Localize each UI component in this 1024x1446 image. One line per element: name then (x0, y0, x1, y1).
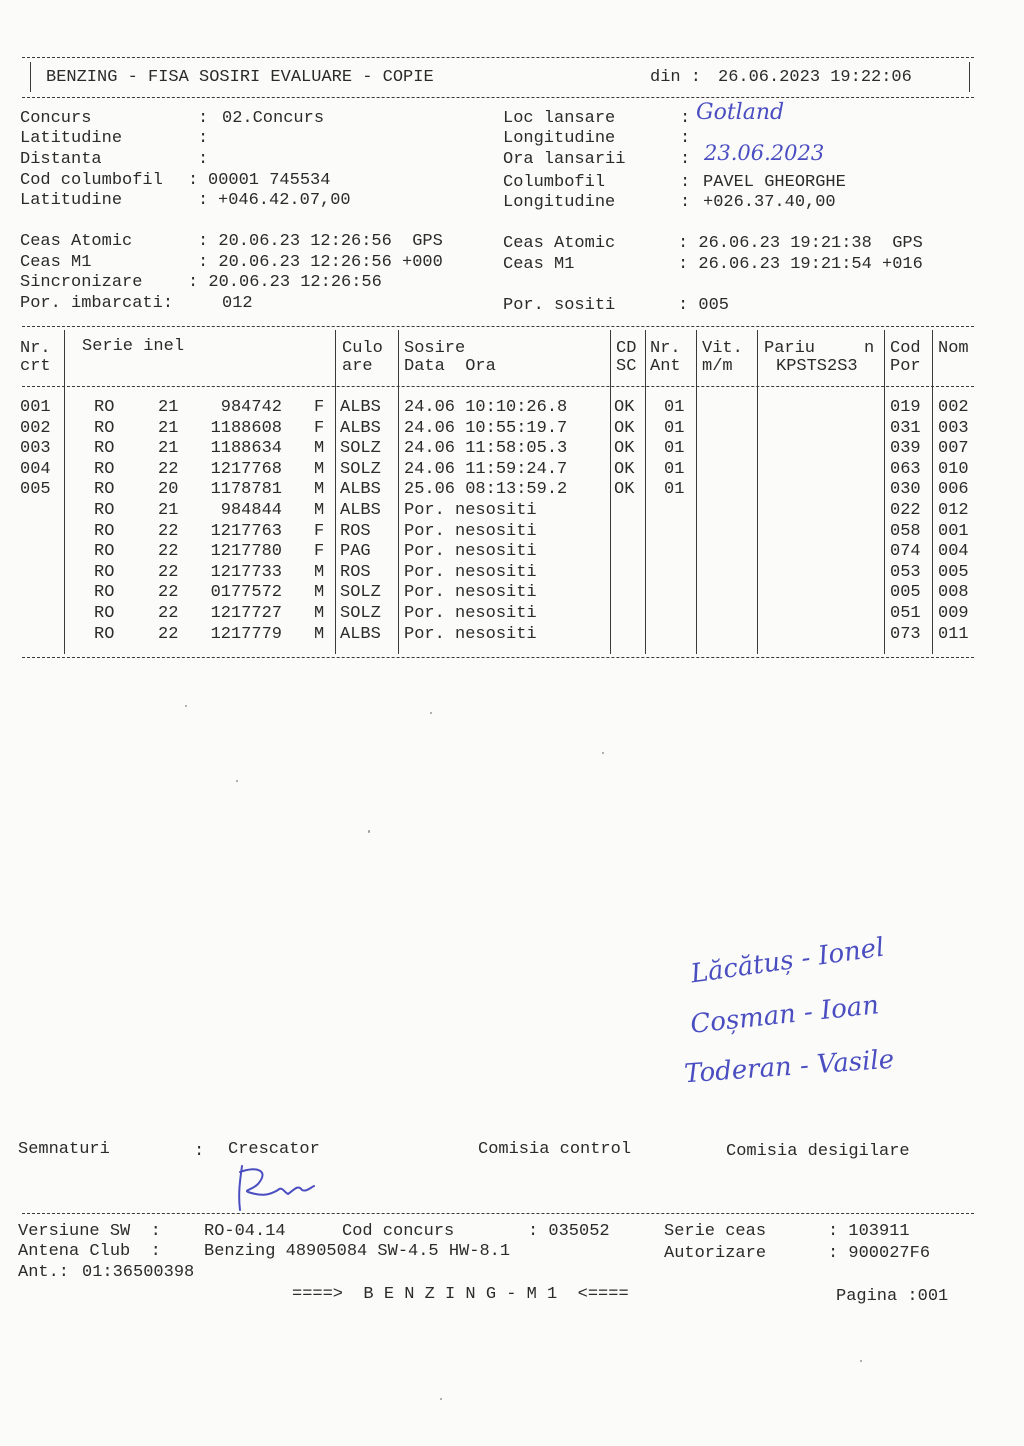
cell-an: 22 (158, 459, 179, 479)
cell-sex: M (314, 624, 325, 644)
clock-label: Por. sositi (503, 296, 616, 315)
cell-sosire: Por. nesositi (404, 604, 537, 623)
cell-tara: RO (94, 521, 115, 541)
cell-nom: 011 (938, 624, 969, 644)
header-crt: crt (20, 357, 51, 376)
header-left-bar (30, 62, 31, 92)
cell-inel: 1188634 (210, 439, 282, 459)
info-sep: : (680, 193, 691, 212)
info-sep: : (680, 150, 691, 169)
clock-label: Ceas M1 (20, 253, 92, 272)
table-row (0, 419, 1024, 440)
cell-cod: 030 (890, 480, 921, 500)
cell-culoare: ALBS (340, 480, 381, 500)
ant-value: 01:36500398 (82, 1263, 195, 1282)
antena-value: Benzing 48905084 SW-4.5 HW-8.1 (204, 1242, 511, 1261)
cell-an: 22 (158, 583, 179, 603)
info-label: Ora lansarii (503, 150, 626, 169)
handwritten-name: Coșman - Ioan (688, 990, 881, 1040)
cell-tara: RO (94, 459, 115, 479)
info-label: Loc lansare (503, 109, 616, 128)
cell-culoare: ALBS (340, 501, 381, 520)
cell-an: 21 (158, 418, 179, 438)
cell-sex: F (314, 398, 325, 417)
table-row (0, 583, 1024, 604)
header-data-ora: Data Ora (404, 357, 496, 376)
cell-nr: 005 (20, 480, 51, 500)
date-label: din : (650, 68, 702, 87)
cell-an: 21 (158, 439, 179, 459)
table-row (0, 542, 1024, 563)
serie-ceas-value: : 103911 (828, 1222, 910, 1241)
cell-cod: 022 (890, 501, 921, 520)
scan-speck (860, 1360, 862, 1362)
table-row (0, 604, 1024, 625)
info-value: +026.37.40,00 (703, 193, 836, 212)
document-title: BENZING - FISA SOSIRI EVALUARE - COPIE (46, 68, 434, 87)
cell-nr: 002 (20, 418, 51, 438)
ant-label: Ant.: (18, 1263, 70, 1282)
cell-ant: 01 (664, 418, 685, 438)
cell-inel: 0177572 (210, 583, 282, 603)
cell-sosire: Por. nesositi (404, 562, 537, 582)
cell-cod: 051 (890, 604, 921, 623)
cell-nom: 007 (938, 439, 969, 459)
clock-value: : 20.06.23 12:26:56 (188, 273, 382, 292)
header-por: Por (890, 357, 921, 376)
handwritten-loc-lansare: Gotland (696, 100, 785, 125)
table-row (0, 480, 1024, 501)
cell-sex: F (314, 542, 325, 562)
cell-sex: F (314, 521, 325, 541)
header-cod: Cod (890, 339, 921, 358)
handwritten-ora-lansarii: 23.06.2023 (704, 141, 825, 165)
header-are: are (342, 357, 373, 376)
info-label: Cod columbofil (20, 171, 163, 190)
cell-an: 20 (158, 480, 179, 500)
signature-desigilare-label: Comisia desigilare (726, 1142, 910, 1161)
header-vit: Vit. (702, 339, 743, 358)
cell-nom: 005 (938, 562, 969, 582)
info-sep: : (198, 109, 209, 128)
cell-an: 22 (158, 542, 179, 562)
cell-culoare: SOLZ (340, 583, 381, 603)
header-culoare: Culo (342, 339, 383, 358)
cell-sosire: Por. nesositi (404, 501, 537, 520)
handwritten-name: Toderan - Vasile (683, 1044, 896, 1090)
info-value: 02.Concurs (222, 109, 325, 128)
scan-speck (430, 712, 432, 714)
scan-speck (602, 752, 604, 754)
cell-cod: 073 (890, 624, 921, 644)
scan-speck (368, 830, 370, 833)
info-sep: : (680, 173, 691, 192)
cell-sosire: Por. nesositi (404, 624, 537, 644)
info-sep: : (680, 129, 691, 148)
info-label: Distanta (20, 150, 102, 169)
cell-cdsc: OK (614, 418, 635, 438)
cell-sex: M (314, 583, 325, 603)
cell-sosire: 24.06 11:59:24.7 (404, 459, 568, 479)
cell-nom: 012 (938, 501, 969, 520)
header-n: n (864, 339, 875, 358)
clock-label: Ceas Atomic (20, 232, 133, 251)
cell-culoare: SOLZ (340, 604, 381, 623)
versiune-value: RO-04.14 (204, 1222, 286, 1241)
cell-nom: 008 (938, 583, 969, 603)
cell-sosire: 24.06 10:10:26.8 (404, 398, 568, 417)
cell-ant: 01 (664, 439, 685, 459)
cell-inel: 1217733 (210, 562, 282, 582)
table-row (0, 501, 1024, 522)
header-kpsts: KPSTS2S3 (776, 357, 858, 376)
info-sep: : (198, 129, 209, 148)
signature-crescator-label: Crescator (228, 1140, 320, 1159)
cell-cod: 019 (890, 398, 921, 417)
signatures-label: Semnaturi (18, 1140, 110, 1159)
antena-label: Antena Club : (18, 1242, 161, 1261)
scan-speck (185, 705, 187, 707)
table-bottom-border (22, 657, 974, 658)
cell-sex: F (314, 418, 325, 438)
cell-an: 22 (158, 604, 179, 623)
cell-sosire: 25.06 08:13:59.2 (404, 480, 568, 500)
scan-speck (236, 780, 238, 782)
cell-sex: M (314, 562, 325, 582)
cell-cdsc: OK (614, 398, 635, 417)
cell-cod: 031 (890, 418, 921, 438)
cell-sex: M (314, 604, 325, 623)
cell-sosire: Por. nesositi (404, 542, 537, 562)
header-sc: SC (616, 357, 637, 376)
cell-culoare: PAG (340, 542, 371, 562)
signature-control-label: Comisia control (478, 1140, 632, 1159)
cell-sex: M (314, 501, 325, 520)
header-nom: Nom (938, 339, 969, 358)
info-label: Columbofil (503, 173, 606, 192)
info-label: Latitudine (20, 191, 123, 210)
cell-cod: 063 (890, 459, 921, 479)
table-header-border (22, 386, 974, 387)
signatures-sep: : (194, 1142, 205, 1161)
info-label: Longitudine (503, 193, 616, 212)
cell-inel: 1217763 (210, 521, 282, 541)
autorizare-label: Autorizare (664, 1244, 767, 1263)
cell-nr: 003 (20, 439, 51, 459)
cell-sex: M (314, 459, 325, 479)
info-value: 00001 745534 (208, 171, 331, 190)
cell-cod: 005 (890, 583, 921, 603)
clock-label: Por. imbarcati: (20, 294, 174, 313)
benzing-banner: ====> B E N Z I N G - M 1 <==== (292, 1285, 629, 1304)
cell-tara: RO (94, 439, 115, 459)
cell-culoare: ROS (340, 562, 371, 582)
table-row (0, 460, 1024, 481)
clock-value: 012 (222, 294, 253, 313)
table-row (0, 563, 1024, 584)
footer-top-border (22, 1213, 974, 1214)
clock-value: : 26.06.23 19:21:38 GPS (678, 234, 923, 253)
cell-inel: 1188608 (210, 418, 282, 438)
cell-tara: RO (94, 418, 115, 438)
cell-sex: M (314, 480, 325, 500)
header-bottom-border (22, 97, 974, 98)
table-row (0, 439, 1024, 460)
autorizare-value: : 900027F6 (828, 1244, 931, 1263)
header-sosire: Sosire (404, 339, 466, 358)
table-row (0, 398, 1024, 419)
header-nr-ant: Nr. (650, 339, 681, 358)
cell-tara: RO (94, 624, 115, 644)
info-label: Concurs (20, 109, 92, 128)
info-sep: : (198, 150, 209, 169)
info-value: +046.42.07,00 (218, 191, 351, 210)
info-label: Latitudine (20, 129, 123, 148)
cell-inel: 984742 (220, 398, 282, 417)
date-value: 26.06.2023 19:22:06 (718, 68, 912, 87)
cell-sosire: 24.06 10:55:19.7 (404, 418, 568, 438)
info-sep: : (680, 109, 691, 128)
cell-tara: RO (94, 562, 115, 582)
cell-tara: RO (94, 542, 115, 562)
header-nr: Nr. (20, 339, 51, 358)
table-top-border (22, 326, 974, 327)
cell-culoare: SOLZ (340, 459, 381, 479)
cell-an: 22 (158, 562, 179, 582)
cell-nom: 010 (938, 459, 969, 479)
clock-value: : 005 (678, 296, 730, 315)
header-serie-inel: Serie inel (82, 337, 185, 356)
cell-ant: 01 (664, 398, 685, 417)
cell-cod: 058 (890, 521, 921, 541)
header-right-bar (969, 62, 970, 92)
header-mm: m/m (702, 357, 733, 376)
cell-nom: 004 (938, 542, 969, 562)
cell-culoare: ALBS (340, 398, 381, 417)
cell-sosire: Por. nesositi (404, 583, 537, 603)
cell-tara: RO (94, 501, 115, 520)
cell-nom: 003 (938, 418, 969, 438)
cell-cdsc: OK (614, 439, 635, 459)
cell-an: 22 (158, 624, 179, 644)
cod-concurs-label: Cod concurs (342, 1222, 455, 1241)
cell-culoare: SOLZ (340, 439, 381, 459)
cell-inel: 1217727 (210, 604, 282, 623)
header-pariu: Pariu (764, 339, 816, 358)
clock-value: : 26.06.23 19:21:54 +016 (678, 255, 923, 274)
cell-an: 21 (158, 501, 179, 520)
cell-culoare: ALBS (340, 418, 381, 438)
cell-cod: 053 (890, 562, 921, 582)
clock-value: : 20.06.23 12:26:56 +000 (198, 253, 443, 272)
cell-culoare: ROS (340, 521, 371, 541)
info-sep: : (188, 171, 199, 190)
table-row (0, 522, 1024, 543)
cell-nom: 001 (938, 521, 969, 541)
cell-nom: 006 (938, 480, 969, 500)
cell-culoare: ALBS (340, 624, 381, 644)
header-top-border (22, 57, 974, 58)
crescator-signature (226, 1162, 326, 1216)
cell-cod: 039 (890, 439, 921, 459)
info-value: PAVEL GHEORGHE (703, 173, 846, 192)
cell-inel: 984844 (220, 501, 282, 520)
cell-an: 21 (158, 398, 179, 417)
clock-label: Ceas M1 (503, 255, 575, 274)
cell-tara: RO (94, 398, 115, 417)
serie-ceas-label: Serie ceas (664, 1222, 767, 1241)
header-ant: Ant (650, 357, 681, 376)
clock-value: : 20.06.23 12:26:56 GPS (198, 232, 443, 251)
cell-nom: 002 (938, 398, 969, 417)
cell-cod: 074 (890, 542, 921, 562)
clock-label: Sincronizare (20, 273, 143, 292)
cell-inel: 1217768 (210, 459, 282, 479)
cell-cdsc: OK (614, 480, 635, 500)
cell-tara: RO (94, 480, 115, 500)
cell-tara: RO (94, 604, 115, 623)
cell-inel: 1217780 (210, 542, 282, 562)
cell-tara: RO (94, 583, 115, 603)
cell-inel: 1217779 (210, 624, 282, 644)
cell-sosire: 24.06 11:58:05.3 (404, 439, 568, 459)
clock-label: Ceas Atomic (503, 234, 616, 253)
handwritten-name: Lăcătuș - Ionel (688, 932, 887, 990)
page-number: Pagina :001 (836, 1287, 949, 1306)
versiune-label: Versiune SW : (18, 1222, 161, 1241)
cell-cdsc: OK (614, 459, 635, 479)
cell-sex: M (314, 439, 325, 459)
info-label: Longitudine (503, 129, 616, 148)
cell-ant: 01 (664, 480, 685, 500)
cell-ant: 01 (664, 459, 685, 479)
table-row (0, 625, 1024, 646)
cell-nr: 004 (20, 459, 51, 479)
scan-speck (440, 1398, 442, 1400)
cell-an: 22 (158, 521, 179, 541)
cell-inel: 1178781 (210, 480, 282, 500)
info-sep: : (198, 191, 209, 210)
cell-sosire: Por. nesositi (404, 521, 537, 541)
cod-concurs-value: : 035052 (528, 1222, 610, 1241)
header-cd: CD (616, 339, 637, 358)
cell-nr: 001 (20, 398, 51, 417)
cell-nom: 009 (938, 604, 969, 623)
